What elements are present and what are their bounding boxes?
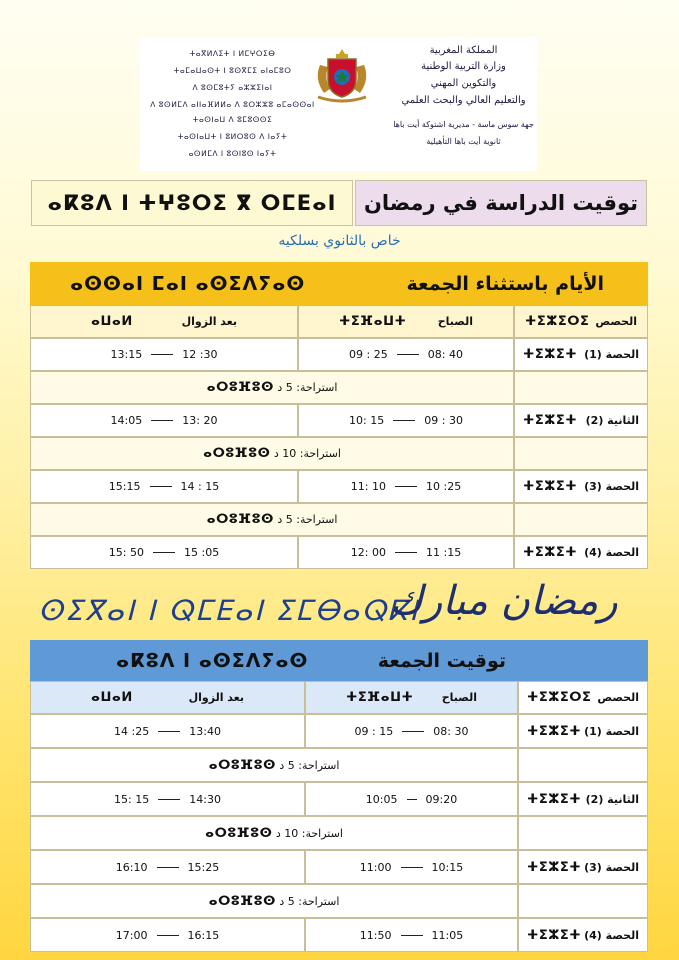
table-header-arabic: توقيت الجمعة [377, 649, 506, 672]
table-row [30, 714, 648, 748]
afternoon-start: 14:30 [189, 792, 221, 806]
session-label-arabic: الحصة (3) [584, 480, 639, 493]
session-label-arabic: الثانية (2) [585, 792, 639, 806]
break-row [30, 437, 648, 470]
moroccan-coat-of-arms-icon [312, 47, 372, 103]
session-label-arabic: الحصة (1) [584, 724, 639, 738]
col-morning-tifinagh: ⵜⵉⴼⴰⵡⵜ [346, 690, 414, 705]
morning-start: 09 : 30 [424, 414, 463, 427]
afternoon-end: 13:15 [110, 348, 143, 361]
break-tifinagh: ⴰⵔⵓⴼⵓⵙ [208, 893, 276, 909]
tifinagh-line: ⴰⵙⵍⵎⴷ ⵏ ⵓⵙⵏⵓⵙ ⵏⴰⵢⵜ [188, 149, 277, 158]
afternoon-start: 13:40 [189, 724, 221, 738]
tifinagh-line: ⵜⴰⵎⴰⵡⴰⵙⵜ ⵏ ⵓⵙⴳⵎⵉ ⴰⵏⴰⵎⵓⵔ [173, 66, 292, 75]
session-label-tifinagh: ⵜⵉⵣⵉⵜ [523, 347, 578, 362]
col-morning-tifinagh: ⵜⵉⴼⴰⵡⵜ [339, 314, 407, 329]
table-row [30, 338, 648, 371]
morning-start: 11 :15 [426, 546, 462, 559]
arabic-line: والتكوين المهني [430, 78, 497, 89]
subtitle: خاص بالثانوي بسلكيه [278, 233, 401, 249]
tifinagh-line: ⵜⴰⴳⵍⴷⵉⵜ ⵏ ⵍⵎⵖⵔⵉⴱ [189, 49, 276, 58]
table-header [30, 262, 648, 305]
table-header-arabic: الأيام باستثناء الجمعة [406, 272, 604, 295]
column-header-row [30, 681, 648, 714]
afternoon-start: 15 :05 [184, 546, 220, 559]
arabic-line: المملكة المغربية [429, 45, 498, 56]
break-row [30, 884, 648, 918]
session-label-arabic: الحصة (4) [584, 546, 639, 559]
morning-end: 11: 10 [350, 480, 386, 493]
session-label-tifinagh: ⵜⵉⵣⵉⵜ [523, 413, 578, 428]
morning-end: 11:50 [359, 928, 392, 942]
table-header [30, 640, 648, 681]
table-row [30, 470, 648, 503]
break-arabic: استراحة: 10 د [273, 447, 341, 460]
session-label-arabic: الثانية (2) [585, 414, 639, 427]
break-tifinagh: ⴰⵔⵓⴼⵓⵙ [208, 757, 276, 773]
break-row [30, 503, 648, 536]
table-row [30, 536, 648, 569]
title-arabic: توقيت الدراسة في رمضان [355, 180, 647, 226]
afternoon-end: 14 :25 [114, 724, 150, 738]
break-tifinagh: ⴰⵔⵓⴼⵓⵙ [203, 446, 271, 461]
table-row [30, 918, 648, 952]
break-row [30, 816, 648, 850]
col-afternoon-arabic: بعد الزوال [181, 315, 237, 328]
session-label-tifinagh: ⵜⵉⵣⵉⵜ [527, 859, 582, 875]
afternoon-end: 15:15 [108, 480, 141, 493]
morning-start: 08: 40 [427, 348, 463, 361]
session-label-tifinagh: ⵜⵉⵣⵉⵜ [527, 927, 582, 943]
table-row [30, 850, 648, 884]
tifinagh-line: ⴷ ⵓⵙⵍⵎⴷ ⴰⵏⵏⴰⴼⵍⵍⴰ ⴷ ⵓⵔⵣⵣⵓ ⴰⵎⴰⵙⵙⴰⵏ [150, 100, 315, 109]
break-row [30, 371, 648, 404]
afternoon-end: 14:05 [110, 414, 143, 427]
morning-start: 11:05 [431, 928, 464, 942]
table-row [30, 782, 648, 816]
morning-end: 12: 00 [350, 546, 386, 559]
session-label-arabic: الحصة (4) [584, 928, 639, 942]
tifinagh-line: ⵜⴰⵙⵏⴰⵡ ⴷ ⵓⵎⵓⵙⵙⵉ [192, 115, 273, 124]
session-label-arabic: الحصة (1) [584, 348, 639, 361]
break-tifinagh: ⴰⵔⵓⴼⵓⵙ [206, 512, 274, 527]
col-afternoon-tifinagh: ⴰⵡⴰⵍ [91, 690, 133, 705]
afternoon-end: 17:00 [115, 928, 148, 942]
afternoon-start: 12 :30 [182, 348, 218, 361]
table-row [30, 404, 648, 437]
session-label-tifinagh: ⵜⵉⵣⵉⵜ [527, 791, 582, 807]
afternoon-start: 13: 20 [182, 414, 218, 427]
morning-end: 10:05 [365, 792, 398, 806]
col-sessions-tifinagh: ⵜⵉⵣⵉⵔⵉ [525, 314, 590, 329]
morning-start: 08: 30 [433, 724, 469, 738]
schedule-table-friday [30, 640, 648, 954]
morning-end: 09 : 15 [354, 724, 394, 738]
morning-end: 11:00 [359, 860, 392, 874]
title-tifinagh: ⴰⴽⵓⴷ ⵏ ⵜⵖⵓⵔⵉ ⴳ ⵔⵎⴹⴰⵏ [31, 180, 353, 226]
tifinagh-line: ⴷ ⵓⵙⵎⵓⵜⵢ ⴰⵣⵣⵉⵏⴰⵏ [192, 83, 273, 92]
morning-start: 10:15 [431, 860, 464, 874]
afternoon-start: 16:15 [187, 928, 220, 942]
morning-end: 10: 15 [349, 414, 385, 427]
col-morning-arabic: الصباح [437, 315, 473, 328]
afternoon-start: 15:25 [187, 860, 220, 874]
table-header-tifinagh: ⴰⴽⵓⴷ ⵏ ⴰⵙⵉⴷⵢⴰⵙ [116, 649, 309, 672]
col-sessions-arabic: الحصص [595, 315, 637, 328]
tifinagh-line: ⵜⴰⵙⵏⴰⵡⵜ ⵏ ⵓⵍⵔⵓⵙ ⴷ ⵏⴰⵢⵜ [177, 132, 288, 141]
session-label-tifinagh: ⵜⵉⵣⵉⵜ [523, 545, 578, 560]
schedule-table-weekdays [30, 262, 648, 569]
session-label-tifinagh: ⵜⵉⵣⵉⵜ [527, 723, 582, 739]
break-arabic: استراحة: 10 د [275, 826, 343, 840]
morning-start: 09:20 [425, 792, 458, 806]
col-sessions-tifinagh: ⵜⵉⵣⵉⵔⵉ [527, 690, 592, 705]
break-arabic: استراحة: 5 د [277, 513, 338, 526]
break-arabic: استراحة: 5 د [279, 758, 340, 772]
arabic-line: والتعليم العالي والبحث العلمي [401, 95, 526, 106]
afternoon-start: 14 : 15 [180, 480, 220, 493]
table-header-tifinagh: ⴰⵙⵙⴰⵏ ⵎⴰⵏ ⴰⵙⵉⴷⵢⴰⵙ [70, 272, 306, 295]
banner-arabic: رمضان مبارك [390, 578, 618, 624]
morning-start: 10 :25 [426, 480, 462, 493]
arabic-line: ثانوية أيت باها التأهيلية [426, 137, 501, 146]
session-label-arabic: الحصة (3) [584, 860, 639, 874]
morning-end: 09 : 25 [349, 348, 388, 361]
break-arabic: استراحة: 5 د [277, 381, 338, 394]
header-card [140, 37, 537, 171]
col-sessions-arabic: الحصص [597, 691, 639, 704]
banner-tifinagh: ⵙⵉⴳⴰⵏ ⵏ ⵕⵎⴹⴰⵏ ⵉⵎⴱⴰⵕⴽⵏ [38, 594, 420, 627]
break-tifinagh: ⴰⵔⵓⴼⵓⵙ [206, 380, 274, 395]
arabic-line: جهة سوس ماسة - مديرية اشتوكة أيت باها [393, 120, 534, 129]
col-afternoon-tifinagh: ⴰⵡⴰⵍ [91, 314, 133, 329]
afternoon-end: 16:10 [115, 860, 148, 874]
afternoon-end: 15: 50 [108, 546, 144, 559]
break-arabic: استراحة: 5 د [279, 894, 340, 908]
arabic-line: وزارة التربية الوطنية [421, 61, 506, 72]
session-label-tifinagh: ⵜⵉⵣⵉⵜ [523, 479, 578, 494]
col-afternoon-arabic: بعد الزوال [188, 691, 244, 704]
column-header-row [30, 305, 648, 338]
col-morning-arabic: الصباح [441, 691, 477, 704]
break-row [30, 748, 648, 782]
break-tifinagh: ⴰⵔⵓⴼⵓⵙ [205, 825, 273, 841]
afternoon-end: 15: 15 [114, 792, 150, 806]
